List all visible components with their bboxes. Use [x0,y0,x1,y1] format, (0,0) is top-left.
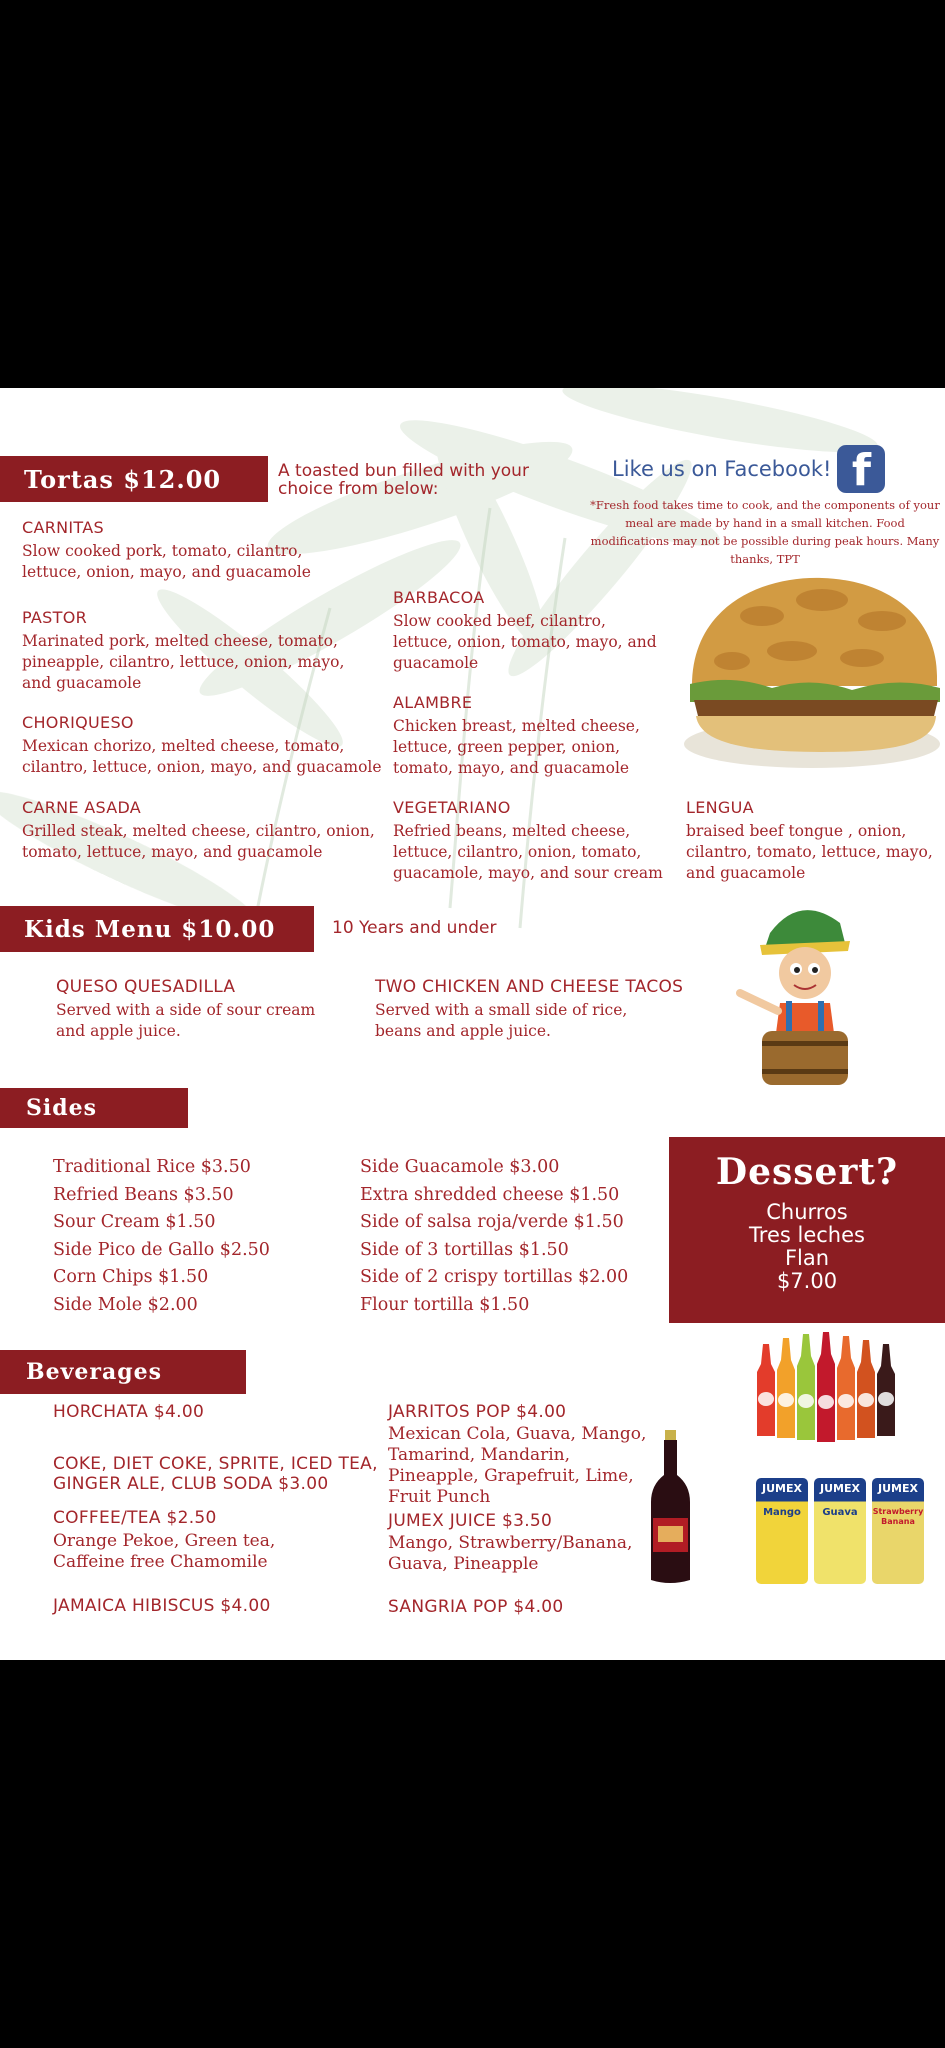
beverages-banner [0,1350,246,1394]
menu-item-choriqueso [22,713,382,778]
item-name: TWO CHICKEN AND CHEESE TACOS [375,977,684,997]
menu-page [0,388,945,1660]
facebook-icon: f [837,445,885,493]
can-brand: JUMEX [762,1482,802,1495]
sides-title: Sides [26,1095,98,1121]
menu-item-lengua [686,798,936,884]
menu-item-carne-asada [22,798,382,863]
item-name: QUESO QUESADILLA [56,977,236,997]
side-item: Side Guacamole $3.00 [360,1157,560,1177]
item-desc: Served with a side of sour cream and apple juice. [56,1001,316,1040]
facebook-label: Like us on Facebook! [612,457,832,481]
side-item: Side of 2 crispy tortillas $2.00 [360,1267,629,1287]
side-item: Traditional Rice $3.50 [53,1157,251,1177]
beverage-jarritos [388,1402,658,1508]
item-desc: Mexican Cola, Guava, Mango, Tamarind, Mandarin, Pineapple, Grapefruit, Lime, Fruit Punch [388,1424,647,1507]
dessert-item: Flan [784,1246,830,1270]
side-item: Flour tortilla $1.50 [360,1294,530,1315]
item-name: SANGRIA POP $4.00 [388,1597,564,1617]
item-desc: Slow cooked beef, cilantro, lettuce, onion, tomato, mayo, and guacamole [393,612,657,672]
can-flavor: Mango [763,1507,801,1518]
beverage-sangria [388,1597,648,1617]
item-desc: Refried beans, melted cheese, lettuce, cilantro, onion, tomato, guacamole, mayo, and sour cream [393,822,663,882]
item-name: BARBACOA [393,588,485,607]
item-name: COKE, DIET COKE, SPRITE, ICED TEA, GINGER ALE, CLUB SODA $3.00 [53,1454,378,1494]
kids-item-quesadilla [56,977,346,1042]
can-brand: JUMEX [878,1482,918,1495]
kids-menu-title: Kids Menu $10.00 [24,915,276,943]
sides-banner [0,1088,188,1128]
side-item: Extra shredded cheese $1.50 [360,1184,620,1205]
item-name: JUMEX JUICE $3.50 [388,1511,553,1531]
item-desc: Mexican chorizo, melted cheese, tomato, cilantro, lettuce, onion, mayo, and guacamole [22,737,382,776]
item-name: JARRITOS POP $4.00 [388,1402,567,1422]
can-flavor: Strawberry Banana [872,1507,924,1526]
item-name: COFFEE/TEA $2.50 [53,1508,217,1528]
item-desc: Slow cooked pork, tomato, cilantro, lettuce, onion, mayo, and guacamole [22,542,311,581]
menu-item-barbacoa [393,588,668,674]
dessert-item: Tres leches [749,1223,865,1247]
item-desc: braised beef tongue , onion, cilantro, tomato, lettuce, mayo, and guacamole [686,822,933,882]
torta-sandwich-image [672,566,945,776]
facebook-link[interactable] [612,444,897,494]
item-name: LENGUA [686,798,754,817]
jumex-can-guava [814,1478,866,1584]
item-name: HORCHATA $4.00 [53,1402,205,1422]
side-item: Corn Chips $1.50 [53,1267,209,1287]
menu-item-carnitas [22,518,322,583]
can-brand: JUMEX [820,1482,860,1495]
kids-menu-banner [0,906,314,952]
tortas-banner [0,456,268,502]
item-desc: Orange Pekoe, Green tea, Caffeine free Chamomile [53,1531,276,1572]
jumex-can-strawberry-banana [872,1478,924,1584]
side-item: Side Pico de Gallo $2.50 [53,1239,270,1260]
item-desc: Mango, Strawberry/Banana, Guava, Pineapple [388,1533,633,1574]
beverage-sodas [53,1454,393,1494]
cartoon-mascot-image [730,893,865,1088]
sangria-bottle-image [648,1430,693,1585]
side-item: Side of salsa roja/verde $1.50 [360,1212,624,1232]
menu-item-pastor [22,608,352,694]
kitchen-note: *Fresh food takes time to cook, and the components of your meal are made by hand in a small kitchen. Food modifications may not be possible during peak hours. Many thanks, TPT [590,498,940,566]
sides-list-right [360,1157,660,1322]
jarritos-bottles-image [755,1324,905,1444]
item-name: CARNE ASADA [22,798,142,817]
side-item: Side Mole $2.00 [53,1294,198,1315]
beverages-title: Beverages [26,1359,162,1385]
dessert-item: Churros [766,1200,848,1224]
side-item: Side of 3 tortillas $1.50 [360,1239,569,1260]
dessert-title: Dessert? [715,1151,899,1193]
beverage-horchata [53,1402,393,1422]
item-name: JAMAICA HIBISCUS $4.00 [53,1596,271,1616]
side-item: Refried Beans $3.50 [53,1184,234,1205]
menu-item-vegetariano [393,798,673,884]
menu-item-alambre [393,693,653,779]
beverage-jumex [388,1511,648,1575]
item-name: CHORIQUESO [22,713,134,732]
beverage-coffee-tea [53,1508,353,1573]
kids-item-tacos [375,977,705,1042]
can-flavor: Guava [822,1507,858,1518]
side-item: Sour Cream $1.50 [53,1212,216,1232]
jumex-cans-image [756,1478,926,1588]
beverage-jamaica [53,1596,353,1616]
item-desc: Grilled steak, melted cheese, cilantro, onion, tomato, lettuce, mayo, and guacamole [22,822,375,861]
item-name: CARNITAS [22,518,104,537]
tortas-intro: A toasted bun filled with your choice from below: [278,461,529,499]
item-desc: Served with a small side of rice, beans and apple juice. [375,1001,628,1040]
dessert-box [669,1137,945,1323]
item-desc: Marinated pork, melted cheese, tomato, pineapple, cilantro, lettuce, onion, mayo, and guacamole [22,632,345,692]
item-name: PASTOR [22,608,88,627]
sides-list-left [53,1157,333,1322]
tortas-title: Tortas $12.00 [24,464,222,494]
item-name: VEGETARIANO [393,798,511,817]
item-name: ALAMBRE [393,693,473,712]
dessert-price: $7.00 [776,1269,838,1293]
kids-menu-note: 10 Years and under [332,918,497,938]
jumex-can-mango [756,1478,808,1584]
item-desc: Chicken breast, melted cheese, lettuce, green pepper, onion, tomato, mayo, and guacamole [393,717,640,777]
